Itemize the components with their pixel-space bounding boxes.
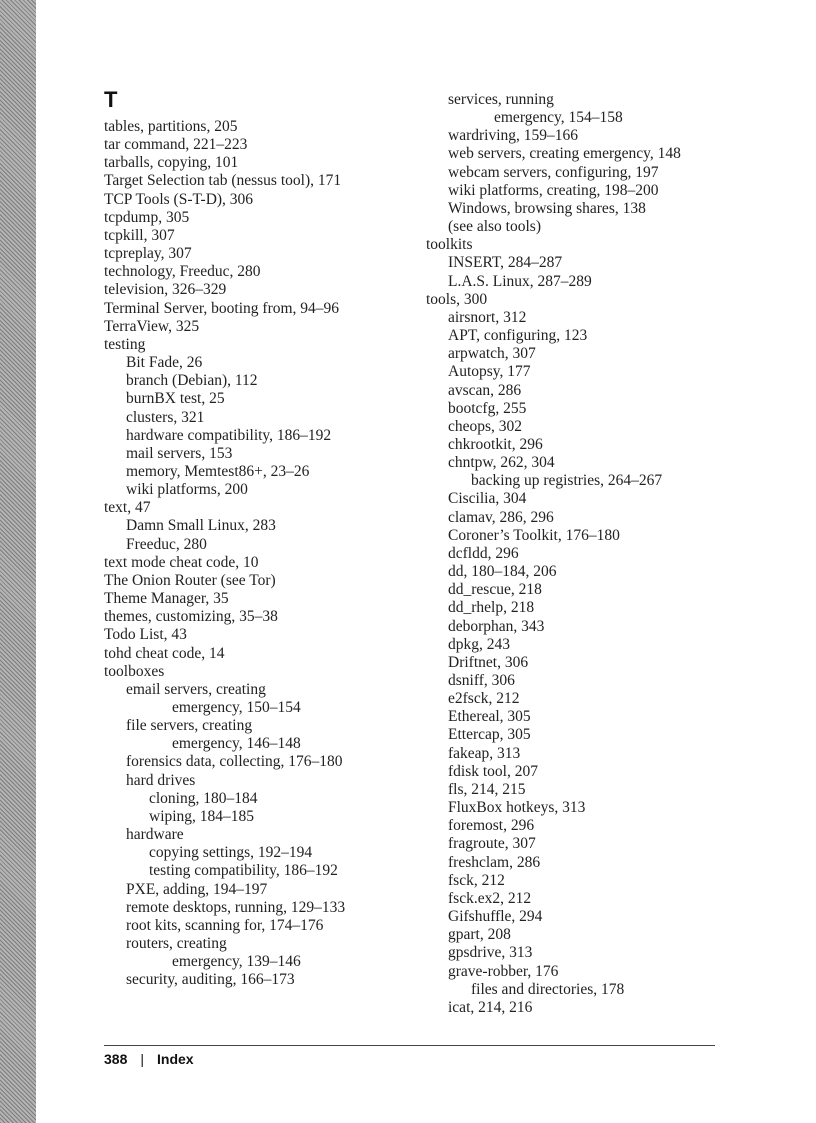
index-entry: Target Selection tab (nessus tool), 171 <box>104 172 342 190</box>
index-entry: (see also tools) <box>448 218 541 236</box>
index-entry: emergency, 154–158 <box>494 109 623 127</box>
index-entry: bootcfg, 255 <box>448 399 527 417</box>
index-entry: fdisk tool, 207 <box>448 762 538 780</box>
index-entry: forensics data, collecting, 176–180 <box>126 753 343 771</box>
index-entry: wiki platforms, 200 <box>126 481 248 499</box>
index-entry: file servers, creating <box>126 717 253 735</box>
index-entry: INSERT, 284–287 <box>448 254 563 272</box>
index-entry: hard drives <box>126 771 196 789</box>
index-entry: tar command, 221–223 <box>104 136 248 154</box>
index-entry: Theme Manager, 35 <box>104 590 229 608</box>
index-column-left <box>104 118 345 990</box>
index-entry: fsck, 212 <box>448 871 505 889</box>
index-column-right <box>426 91 681 1017</box>
index-entry: dd_rescue, 218 <box>448 581 542 599</box>
index-entry: fls, 214, 215 <box>448 780 526 798</box>
index-entry: Todo List, 43 <box>104 626 187 644</box>
index-entry: tables, partitions, 205 <box>104 118 238 135</box>
index-entry: services, running <box>448 91 554 108</box>
index-entry: foremost, 296 <box>448 817 535 835</box>
index-entry: fakeap, 313 <box>448 744 521 762</box>
scanned-page-edge <box>0 0 36 1123</box>
index-entry: burnBX test, 25 <box>126 390 225 408</box>
index-entry: tarballs, copying, 101 <box>104 154 239 172</box>
index-entry: L.A.S. Linux, 287–289 <box>448 272 592 290</box>
index-entry: copying settings, 192–194 <box>149 844 313 862</box>
page-number: 388 <box>104 1051 128 1067</box>
index-entry: TCP Tools (S-T-D), 306 <box>104 190 254 208</box>
index-entry: PXE, adding, 194–197 <box>126 880 268 898</box>
index-entry: emergency, 139–146 <box>172 953 301 971</box>
index-entry: tcpkill, 307 <box>104 226 175 244</box>
index-entry: APT, configuring, 123 <box>448 327 588 345</box>
index-entry: security, auditing, 166–173 <box>126 971 295 989</box>
index-entry: television, 326–329 <box>104 281 227 299</box>
index-entry: webcam servers, configuring, 197 <box>448 163 659 181</box>
index-entry: clamav, 286, 296 <box>448 508 554 526</box>
index-entry: wardriving, 159–166 <box>448 127 579 145</box>
index-entry: emergency, 146–148 <box>172 735 301 753</box>
index-entry: gpsdrive, 313 <box>448 944 533 962</box>
index-entry: The Onion Router (see Tor) <box>104 571 276 589</box>
index-entry: e2fsck, 212 <box>448 690 520 708</box>
index-entry: testing <box>104 335 146 353</box>
index-entry: dpkg, 243 <box>448 635 510 653</box>
index-entry: wiki platforms, creating, 198–200 <box>448 181 659 199</box>
index-entry: tcpreplay, 307 <box>104 245 192 263</box>
footer-separator: | <box>140 1051 144 1067</box>
index-entry: icat, 214, 216 <box>448 998 533 1016</box>
index-entry: testing compatibility, 186–192 <box>149 862 338 880</box>
index-entry: TerraView, 325 <box>104 317 200 335</box>
index-entry: dd, 180–184, 206 <box>448 563 557 581</box>
index-entry: cloning, 180–184 <box>149 789 258 807</box>
index-entry: fragroute, 307 <box>448 835 536 853</box>
index-entry: technology, Freeduc, 280 <box>104 263 261 281</box>
index-entry: Bit Fade, 26 <box>126 354 203 372</box>
index-entry: hardware <box>126 826 184 844</box>
index-entry: FluxBox hotkeys, 313 <box>448 799 586 817</box>
index-entry: wiping, 184–185 <box>149 807 255 825</box>
index-entry: Ettercap, 305 <box>448 726 531 744</box>
index-entry: Ciscilia, 304 <box>448 490 527 508</box>
index-entry: cheops, 302 <box>448 417 523 435</box>
index-entry: Ethereal, 305 <box>448 708 531 726</box>
index-entry: arpwatch, 307 <box>448 345 536 363</box>
index-entry: chntpw, 262, 304 <box>448 454 555 472</box>
page-footer <box>104 1050 194 1068</box>
index-entry: routers, creating <box>126 935 227 953</box>
index-entry: hardware compatibility, 186–192 <box>126 426 332 444</box>
index-entry: remote desktops, running, 129–133 <box>126 898 346 916</box>
index-entry: memory, Memtest86+, 23–26 <box>126 462 310 480</box>
index-entry: Driftnet, 306 <box>448 653 529 671</box>
index-entry: text mode cheat code, 10 <box>104 553 259 571</box>
index-entry: dcfldd, 296 <box>448 544 519 562</box>
index-entry: grave-robber, 176 <box>448 962 559 980</box>
footer-rule <box>104 1045 715 1046</box>
index-entry: tcpdump, 305 <box>104 208 190 226</box>
index-entry: airsnort, 312 <box>448 308 527 326</box>
index-entry: dsniff, 306 <box>448 672 515 689</box>
index-entry: web servers, creating emergency, 148 <box>448 145 681 163</box>
index-entry: Coroner’s Toolkit, 176–180 <box>448 526 620 544</box>
index-entry: root kits, scanning for, 174–176 <box>126 916 324 934</box>
index-entry: emergency, 150–154 <box>172 699 301 716</box>
index-entry: clusters, 321 <box>126 408 205 426</box>
index-entry: toolkits <box>426 236 473 254</box>
index-entry: branch (Debian), 112 <box>126 372 258 390</box>
index-entry: email servers, creating <box>126 680 266 698</box>
index-entry: Terminal Server, booting from, 94–96 <box>104 299 340 317</box>
index-entry: files and directories, 178 <box>471 980 625 998</box>
index-entry: Gifshuffle, 294 <box>448 908 543 926</box>
index-entry: toolboxes <box>104 662 165 680</box>
index-entry: fsck.ex2, 212 <box>448 889 532 907</box>
index-entry: chkrootkit, 296 <box>448 435 543 453</box>
index-entry: deborphan, 343 <box>448 617 545 635</box>
index-entry: freshclam, 286 <box>448 853 541 871</box>
index-entry: gpart, 208 <box>448 926 511 944</box>
index-entry: dd_rhelp, 218 <box>448 599 535 617</box>
footer-section-title: Index <box>157 1051 194 1067</box>
section-letter: T <box>104 87 118 112</box>
index-entry: backing up registries, 264–267 <box>471 472 663 490</box>
index-entry: Damn Small Linux, 283 <box>126 517 276 535</box>
index-entry: text, 47 <box>104 499 151 517</box>
index-entry: tohd cheat code, 14 <box>104 644 225 662</box>
index-entry: themes, customizing, 35–38 <box>104 608 278 626</box>
index-entry: tools, 300 <box>426 290 488 308</box>
index-entry: Windows, browsing shares, 138 <box>448 199 646 217</box>
index-entry: Autopsy, 177 <box>448 363 531 381</box>
index-entry: avscan, 286 <box>448 381 522 399</box>
index-entry: mail servers, 153 <box>126 444 233 462</box>
index-entry: Freeduc, 280 <box>126 535 207 553</box>
